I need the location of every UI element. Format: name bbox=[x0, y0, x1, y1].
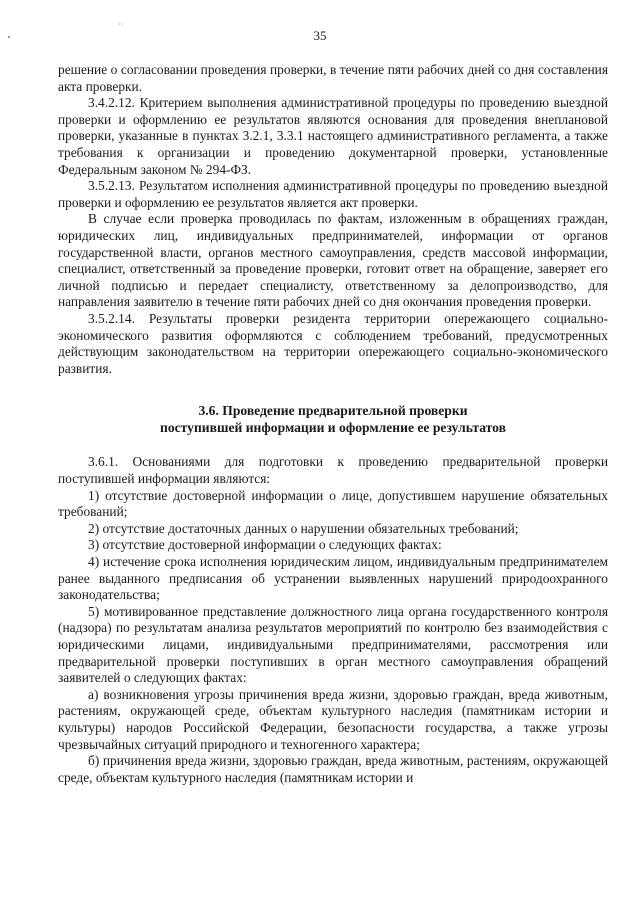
paragraph-3-5-2-14: 3.5.2.14. Результаты проверки резидента территории опережающего социально-экономического развития оформляются с соблюдением требований, предусмотренных действующим законодательством на территории опережающего социально-экономического развития. bbox=[58, 310, 608, 376]
paragraph-appeals: В случае если проверка проводилась по фактам, изложенным в обращениях граждан, юридических лиц, индивидуальных предпринимателей, информации от органов государственной власти, органов местного самоуправления, средств массовой информации, специалист, ответственный за проведение проверки, готовит ответ на обращение, заверяет его личной подписью и передает специалисту, ответственному за делопроизводство, для направления заявителю в течение пяти рабочих дней со дня окончания проведения проверки. bbox=[58, 211, 608, 310]
list-item-3: 3) отсутствие достоверной информации о следующих фактах: bbox=[88, 537, 442, 553]
list-item-1: 1) отсутствие достоверной информации о лице, допустившем нарушение обязательных требований; bbox=[58, 487, 608, 520]
list-item-4: 4) истечение срока исполнения юридическим лицом, индивидуальным предпринимателем ранее выданного предписания об устранении выявленных нарушений природоохранного законодательства; bbox=[58, 554, 608, 603]
document-body bbox=[58, 62, 608, 786]
paragraph-3-4-2-12: 3.4.2.12. Критерием выполнения административной процедуры по проведению выездной проверки и оформлению ее результатов являются основания для проведения внеплановой проверки, указанные в пунктах 3.2.1, 3.3.1 настоящего административного регламента, а также требования к организации и проведению документарной проверки, установленные Федеральным законом № 294-ФЗ. bbox=[58, 95, 608, 177]
list-item-b: б) причинения вреда жизни, здоровью граждан, вреда животным, растениям, окружающей среде, объектам культурного наследия (памятникам истории и bbox=[58, 753, 608, 785]
section-title bbox=[58, 403, 608, 436]
list-item-5: 5) мотивированное представление должностного лица органа государственного контроля (надзора) по результатам анализа результатов мероприятий по контролю без взаимодействия с юридическими лицами, индивидуальными предпринимателями, рассмотрения или предварительной проверки поступивших в орган местного самоуправления обращений заявителей о следующих фактах: bbox=[58, 603, 608, 686]
section-title-line-1: 3.6. Проведение предварительной проверки bbox=[198, 403, 468, 419]
scan-mark: ˙˙ bbox=[118, 22, 124, 32]
paragraph-3-5-2-13: 3.5.2.13. Результатом исполнения административной процедуры по проведению выездной проверки и оформлению ее результатов является акт проверки. bbox=[58, 178, 608, 210]
section-title-line-2: поступившей информации и оформление ее результатов bbox=[160, 419, 506, 435]
list-item-2: 2) отсутствие достаточных данных о нарушении обязательных требований; bbox=[88, 520, 519, 536]
list-item-a: а) возникновения угрозы причинения вреда жизни, здоровью граждан, вреда животным, растениям, окружающей среде, объектам культурного наследия (памятникам истории и культуры) народов Российской Федерации, безопасности государства, а также угрозы чрезвычайных ситуаций природного и техногенного характера; bbox=[58, 686, 608, 752]
paragraph-continuation: решение о согласовании проведения проверки, в течение пяти рабочих дней со дня составления акта проверки. bbox=[58, 62, 608, 94]
page-number: 35 bbox=[313, 28, 327, 43]
paragraph-3-6-1: 3.6.1. Основаниями для подготовки к проведению предварительной проверки поступившей информации являются: bbox=[58, 454, 608, 487]
